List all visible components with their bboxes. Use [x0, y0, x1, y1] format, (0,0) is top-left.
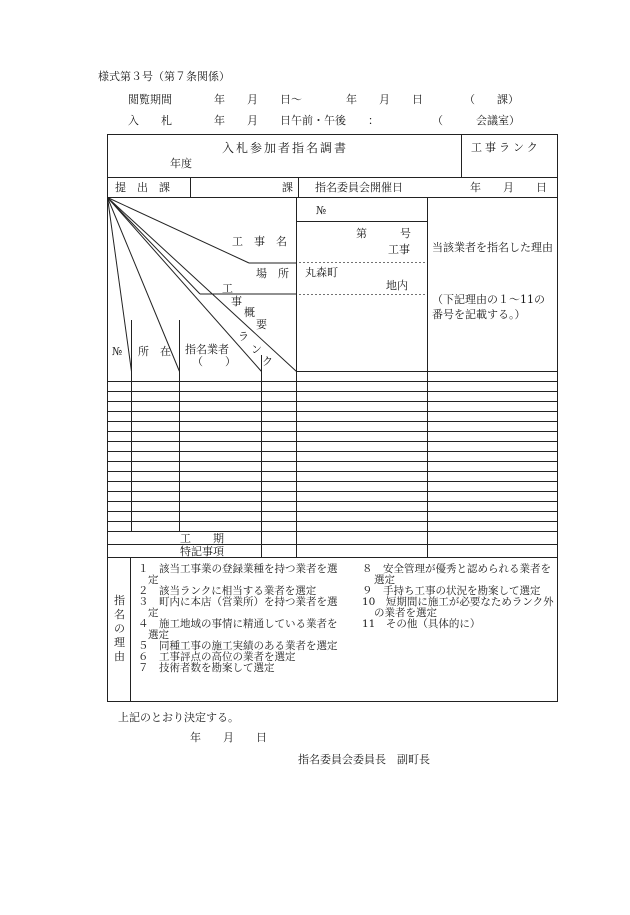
- col-contractor-sub: （ ）: [192, 355, 236, 368]
- form-title: 入札参加者指名調書: [222, 141, 349, 155]
- form-number: 様式第３号（第７条関係）: [98, 70, 230, 83]
- signature-line: 指名委員会委員長 副町長: [298, 753, 430, 766]
- fiscal-year: 年度: [170, 157, 192, 170]
- period-label: 閲覧期間: [128, 93, 172, 106]
- period-to: 年 月 日: [346, 93, 423, 106]
- col-no: №: [112, 345, 123, 358]
- construction-name-label: 工 事 名: [232, 235, 287, 248]
- rank-char-2: ン: [251, 343, 262, 356]
- reason-item: ８ 安全管理が優秀と認められる業者を選定: [362, 563, 551, 586]
- reason-item: ７ 技術者数を勘案して選定: [138, 662, 275, 674]
- reasons-title: 指名の理由: [114, 594, 125, 663]
- reason-item: ４ 施工地域の事情に精通している業者を選定: [138, 618, 338, 641]
- dai-go: 第 号: [356, 227, 411, 240]
- reason-item: ５ 同種工事の施工実績のある業者を選定: [138, 640, 338, 652]
- chinai: 地内: [386, 279, 408, 292]
- bid-date: 年 月 日午前・午後 ：: [214, 114, 379, 127]
- reason-item: 11 その他（具体的に）: [362, 618, 481, 630]
- reason-item: ３ 町内に本店（営業所）を持つ業者を選定: [138, 596, 338, 619]
- rank-char-1: ラ: [238, 330, 249, 343]
- gaiyou-char-4: 要: [256, 318, 267, 331]
- reason-header: 当該業者を指名した理由: [432, 241, 553, 254]
- gaiyou-char-1: 工: [222, 282, 233, 295]
- reasons-right-list: [362, 564, 554, 630]
- ka-label: 課: [282, 181, 293, 194]
- rank-label: 工事ランク: [471, 141, 541, 154]
- koji: 工事: [388, 243, 410, 256]
- reason-item: ２ 該当ランクに相当する業者を選定: [138, 585, 317, 597]
- reason-item: １ 該当工事業の登録業種を持つ業者を選定: [138, 563, 338, 586]
- period-row-label: 工 期: [180, 532, 224, 545]
- period-dept: （ 課）: [464, 93, 519, 106]
- committee-date-label: 指名委員会開催日: [315, 181, 403, 194]
- reasons-left-list: [138, 564, 346, 674]
- reason-item: ６ 工事評点の高位の業者を選定: [138, 651, 296, 663]
- reason-item: 10 短期間に施工が必要なためランク外の業者を選定: [362, 596, 554, 619]
- reason-note: （下記理由の１〜11の番号を記載する。）: [432, 293, 545, 321]
- period-from: 年 月 日〜: [214, 93, 302, 106]
- col-contractor: 指名業者: [185, 343, 229, 356]
- bid-room: （ 会議室）: [432, 114, 520, 127]
- town-name: 丸森町: [305, 266, 338, 279]
- decision-text: 上記のとおり決定する。: [118, 711, 239, 724]
- bid-label: 入 札: [128, 114, 172, 127]
- location-label: 場 所: [256, 267, 289, 280]
- rank-char-3: ク: [262, 355, 273, 368]
- gaiyou-char-2: 事: [231, 295, 242, 308]
- reason-item: ９ 手持ち工事の状況を勘案して選定: [362, 585, 541, 597]
- committee-date: 年 月 日: [470, 181, 547, 194]
- no-mark: №: [316, 204, 327, 217]
- decision-date: 年 月 日: [190, 731, 267, 744]
- submit-dept-label: 提 出 課: [115, 181, 170, 194]
- notes-row-label: 特記事項: [180, 545, 224, 558]
- gaiyou-char-3: 概: [244, 306, 255, 319]
- col-address: 所 在: [138, 345, 171, 358]
